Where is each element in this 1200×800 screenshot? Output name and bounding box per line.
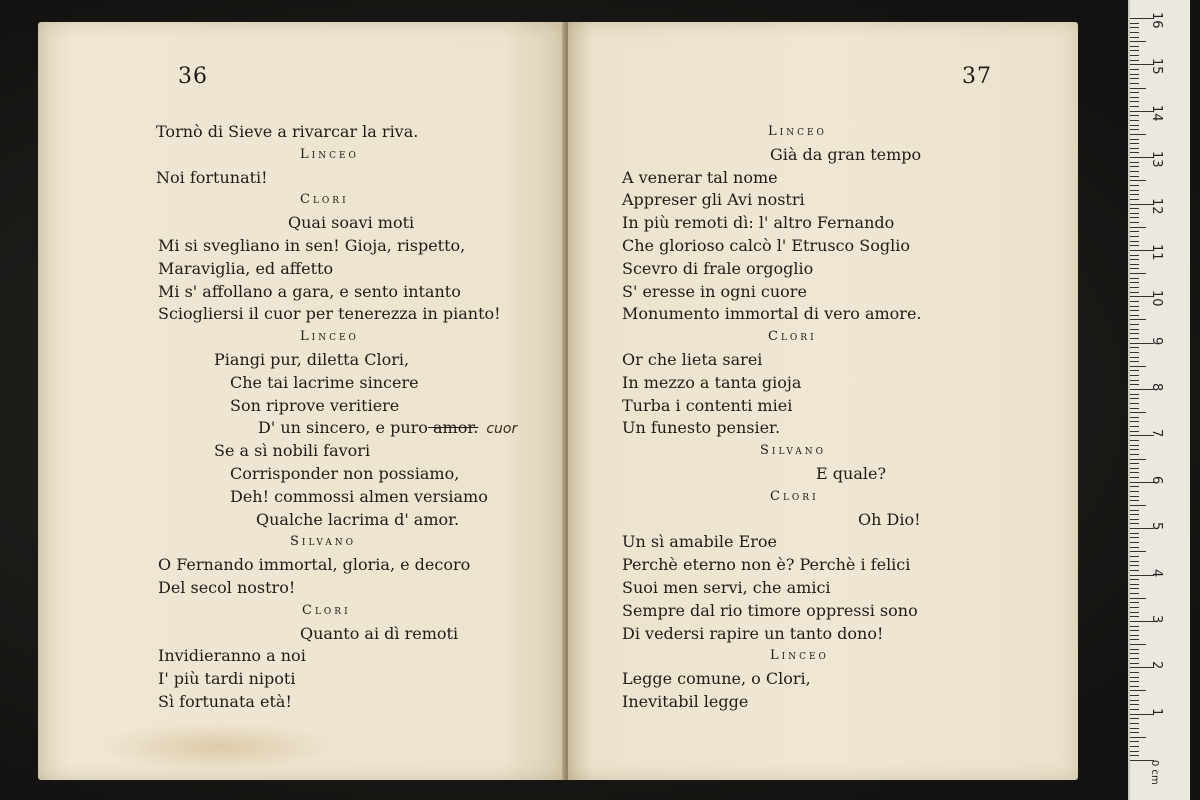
ruler-label: 11 xyxy=(1149,243,1164,261)
line-text: E quale? xyxy=(816,464,887,483)
line-text: Linceo xyxy=(300,146,359,162)
ruler-tick xyxy=(1130,468,1139,469)
ruler-tick xyxy=(1130,417,1139,418)
ruler-tick xyxy=(1130,55,1139,56)
ruler-tick xyxy=(1130,50,1139,51)
ruler-tick xyxy=(1130,273,1146,274)
ruler-tick xyxy=(1130,375,1139,376)
ruler-tick xyxy=(1130,704,1139,705)
ruler-tick xyxy=(1130,695,1139,696)
ruler-tick xyxy=(1130,537,1139,538)
line-text: Linceo xyxy=(770,648,829,664)
ruler-tick xyxy=(1130,472,1139,473)
verse-line xyxy=(622,236,910,256)
line-text: Quai soavi moti xyxy=(288,213,415,233)
verse-line xyxy=(214,350,409,370)
verse-line xyxy=(230,373,419,393)
ruler-tick xyxy=(1130,27,1139,28)
verse-line xyxy=(622,624,883,644)
ruler-tick xyxy=(1130,519,1139,520)
line-text: Maraviglia, ed affetto xyxy=(158,258,334,278)
ruler-tick xyxy=(1130,292,1139,293)
line-text: Silvano xyxy=(290,534,357,550)
ruler-label: 8 xyxy=(1149,383,1164,392)
verse-line xyxy=(622,213,894,233)
ruler-tick xyxy=(1130,162,1139,163)
line-text: Deh! commossi almen versiamo xyxy=(230,486,488,506)
ruler-tick xyxy=(1130,171,1139,172)
verse-line xyxy=(858,510,921,530)
ruler-label: 2 xyxy=(1149,661,1164,670)
ruler-tick xyxy=(1130,523,1139,524)
ruler-tick xyxy=(1130,319,1146,320)
speaker-name xyxy=(770,646,829,666)
ruler-tick xyxy=(1130,23,1139,24)
ruler-tick xyxy=(1130,152,1139,153)
handwritten-annotation: cuor xyxy=(486,421,518,438)
line-text: Un sì amabile Eroe xyxy=(622,532,777,552)
ruler-tick xyxy=(1130,166,1139,167)
ruler-tick xyxy=(1130,88,1146,89)
line-text: Quanto ai dì remoti xyxy=(300,623,459,643)
ruler-tick xyxy=(1130,398,1139,399)
ruler-tick xyxy=(1130,607,1139,608)
measurement-ruler xyxy=(1128,0,1190,800)
verse-line xyxy=(622,190,805,210)
line-text: Suoi men servi, che amici xyxy=(622,578,831,597)
ruler-tick xyxy=(1130,129,1139,130)
ruler-tick xyxy=(1130,324,1139,325)
ruler-tick xyxy=(1130,32,1139,33)
ruler-tick xyxy=(1130,533,1139,534)
line-text: Del secol nostro! xyxy=(158,578,296,597)
ruler-tick xyxy=(1130,366,1146,367)
ruler-tick xyxy=(1130,616,1139,617)
line-text: Che tai lacrime sincere xyxy=(230,372,419,392)
ruler-tick xyxy=(1130,639,1139,640)
ruler-tick xyxy=(1130,101,1139,102)
ruler-tick xyxy=(1130,106,1139,107)
verse-line xyxy=(622,578,831,598)
ruler-tick xyxy=(1130,199,1139,200)
ruler-tick xyxy=(1130,37,1139,38)
line-text: Invidieranno a noi xyxy=(158,646,306,666)
ruler-tick xyxy=(1130,217,1139,218)
ruler-tick xyxy=(1130,584,1139,585)
ruler-tick xyxy=(1130,459,1146,460)
ruler-tick xyxy=(1130,700,1139,701)
verse-line xyxy=(158,692,292,712)
line-text: Noi fortunati! xyxy=(156,167,268,187)
ruler-tick xyxy=(1130,394,1139,395)
ruler-label: 15 xyxy=(1149,58,1164,75)
ruler-tick xyxy=(1130,282,1139,283)
ruler-tick xyxy=(1130,190,1139,191)
line-text: Che glorioso calcò l' Etrusco Soglio xyxy=(622,236,910,255)
ruler-label: 6 xyxy=(1149,475,1164,485)
line-text: Se a sì nobili favori xyxy=(214,441,371,461)
ruler-tick xyxy=(1130,208,1139,209)
paper-stain xyxy=(98,722,338,772)
line-text: Oh Dio! xyxy=(858,509,921,529)
ruler-tick xyxy=(1130,241,1139,242)
ruler-tick xyxy=(1130,477,1139,478)
line-text: S' eresse in ogni cuore xyxy=(622,281,807,301)
ruler-tick xyxy=(1130,542,1139,543)
ruler-tick xyxy=(1130,547,1139,548)
ruler-tick xyxy=(1130,663,1139,664)
ruler-tick xyxy=(1130,278,1139,279)
speaker-name xyxy=(300,145,359,165)
ruler-tick xyxy=(1130,463,1139,464)
line-text: Appreser gli Avi nostri xyxy=(622,190,805,210)
ruler-tick xyxy=(1130,180,1146,181)
ruler-tick xyxy=(1130,139,1139,140)
speaker-name xyxy=(300,190,349,210)
ruler-tick xyxy=(1130,431,1139,432)
verse-line xyxy=(156,122,418,142)
verse-line xyxy=(622,692,748,712)
verse-line xyxy=(258,418,517,439)
ruler-tick xyxy=(1130,626,1139,627)
ruler-tick xyxy=(1130,83,1139,84)
line-text: Clori xyxy=(768,329,817,345)
ruler-tick xyxy=(1130,259,1139,260)
verse-line xyxy=(230,487,488,507)
verse-line xyxy=(256,510,459,530)
verse-line xyxy=(158,646,306,666)
ruler-tick xyxy=(1130,213,1139,214)
ruler-tick xyxy=(1130,690,1146,691)
ruler-label: 16 xyxy=(1149,12,1164,29)
verse-line xyxy=(622,555,910,575)
line-text: Linceo xyxy=(300,329,359,345)
ruler-tick xyxy=(1130,222,1139,223)
line-text: Clori xyxy=(770,488,819,504)
ruler-tick xyxy=(1130,630,1139,631)
ruler-tick xyxy=(1130,491,1139,492)
ruler-tick xyxy=(1130,565,1139,566)
left-page xyxy=(38,22,566,780)
ruler-tick xyxy=(1130,380,1139,381)
ruler-tick xyxy=(1130,426,1139,427)
line-text: Clori xyxy=(302,602,351,618)
ruler-tick xyxy=(1130,287,1139,288)
ruler-tick xyxy=(1130,231,1139,232)
ruler-tick xyxy=(1130,361,1139,362)
ruler-tick xyxy=(1130,732,1139,733)
verse-line xyxy=(158,259,333,279)
ruler-tick xyxy=(1130,69,1139,70)
verse-line xyxy=(230,464,459,484)
ruler-tick xyxy=(1130,510,1139,511)
line-text: Sciogliersi il cuor per tenerezza in pianto! xyxy=(158,304,501,324)
verse-line xyxy=(300,624,458,644)
ruler-tick xyxy=(1130,92,1139,93)
verse-line xyxy=(622,601,918,621)
verse-line xyxy=(156,168,268,188)
line-text: Un funesto pensier. xyxy=(622,418,781,438)
ruler-tick xyxy=(1130,681,1139,682)
ruler-tick xyxy=(1130,329,1139,330)
ruler-tick xyxy=(1130,264,1139,265)
right-page xyxy=(568,22,1078,780)
verse-line xyxy=(158,282,461,302)
ruler-tick xyxy=(1130,709,1139,710)
ruler-tick xyxy=(1130,658,1139,659)
line-text: D' un sincero, e puro xyxy=(258,418,428,438)
verse-line xyxy=(230,396,399,416)
ruler-tick xyxy=(1130,723,1139,724)
ruler-tick xyxy=(1130,653,1139,654)
ruler-tick xyxy=(1130,741,1139,742)
line-text: Monumento immortal di vero amore. xyxy=(622,304,922,324)
ruler-tick xyxy=(1130,751,1139,752)
ruler-tick xyxy=(1130,588,1139,589)
line-text: Clori xyxy=(300,192,349,208)
verse-line xyxy=(158,669,295,689)
line-text: In più remoti dì: l' altro Fernando xyxy=(622,213,895,233)
line-text: Piangi pur, diletta Clori, xyxy=(214,350,410,369)
line-text: Qualche lacrima d' amor. xyxy=(256,509,460,529)
ruler-label: 7 xyxy=(1149,429,1164,438)
ruler-tick xyxy=(1130,46,1139,47)
verse-line xyxy=(622,396,792,416)
ruler-tick xyxy=(1130,370,1139,371)
ruler-tick xyxy=(1130,644,1146,645)
line-text: Di vedersi rapire un tanto dono! xyxy=(622,623,884,643)
ruler-tick xyxy=(1130,505,1146,506)
verse-line xyxy=(158,304,501,324)
line-text: Sempre dal rio timore oppressi sono xyxy=(622,600,918,620)
line-text: Turba i contenti miei xyxy=(622,395,793,415)
speaker-name xyxy=(300,327,359,347)
line-text: Inevitabil legge xyxy=(622,692,749,711)
ruler-tick xyxy=(1130,384,1139,385)
ruler-tick xyxy=(1130,445,1139,446)
verse-line xyxy=(214,441,370,461)
ruler-tick xyxy=(1130,728,1139,729)
ruler-tick xyxy=(1130,268,1139,269)
ruler-tick xyxy=(1130,755,1139,756)
ruler-label: 4 xyxy=(1149,568,1164,577)
speaker-name xyxy=(302,601,351,621)
speaker-name xyxy=(768,122,827,142)
page-number-right: 37 xyxy=(962,64,992,89)
speaker-name xyxy=(290,532,356,552)
ruler-tick xyxy=(1130,612,1139,613)
ruler-label: 13 xyxy=(1149,151,1164,168)
line-text: In mezzo a tanta gioja xyxy=(622,372,802,392)
line-text: Mi si svegliano in sen! Gioja, rispetto, xyxy=(158,236,466,255)
ruler-tick xyxy=(1130,760,1154,761)
verse-line xyxy=(622,418,780,438)
ruler-tick xyxy=(1130,454,1139,455)
verse-line xyxy=(622,304,922,324)
ruler-tick xyxy=(1130,74,1139,75)
ruler-tick xyxy=(1130,97,1139,98)
ruler-tick xyxy=(1130,352,1139,353)
verse-line xyxy=(622,168,778,188)
line-text: Mi s' affollano a gara, e sento intanto xyxy=(158,281,461,301)
ruler-label: 5 xyxy=(1149,522,1164,531)
verse-line xyxy=(288,213,414,233)
ruler-tick xyxy=(1130,310,1139,311)
ruler-tick xyxy=(1130,440,1139,441)
ruler-tick xyxy=(1130,500,1139,501)
ruler-tick xyxy=(1130,227,1146,228)
speaker-name xyxy=(760,441,826,461)
ruler-tick xyxy=(1130,148,1139,149)
verse-line xyxy=(816,464,886,484)
open-book xyxy=(38,22,1078,780)
ruler-tick xyxy=(1130,347,1139,348)
ruler-tick xyxy=(1130,551,1146,552)
ruler-tick xyxy=(1130,125,1139,126)
ruler-tick xyxy=(1130,598,1146,599)
line-text: Perchè eterno non è? Perchè i felici xyxy=(622,555,911,575)
line-text: Scevro di frale orgoglio xyxy=(622,258,814,278)
ruler-tick xyxy=(1130,357,1139,358)
ruler-unit-label: 0 cm xyxy=(1149,760,1160,785)
ruler-tick xyxy=(1130,561,1139,562)
ruler-tick xyxy=(1130,176,1139,177)
ruler-tick xyxy=(1130,421,1139,422)
ruler-label: 12 xyxy=(1149,197,1164,215)
ruler-tick xyxy=(1130,408,1139,409)
speaker-name xyxy=(768,327,817,347)
verse-line xyxy=(158,578,295,598)
verse-line xyxy=(622,350,762,370)
ruler-tick xyxy=(1130,403,1139,404)
ruler-tick xyxy=(1130,338,1139,339)
verse-line xyxy=(622,373,801,393)
ruler-tick xyxy=(1130,593,1139,594)
line-text: Legge comune, o Clori, xyxy=(622,669,811,689)
ruler-tick xyxy=(1130,635,1139,636)
line-text: O Fernando immortal, gloria, e decoro xyxy=(158,555,471,575)
line-text: Son riprove veritiere xyxy=(230,395,400,415)
ruler-tick xyxy=(1130,255,1139,256)
ruler-tick xyxy=(1130,194,1139,195)
verse-line xyxy=(158,555,470,575)
ruler-tick xyxy=(1130,78,1139,79)
line-text: I' più tardi nipoti xyxy=(158,669,296,689)
ruler-tick xyxy=(1130,449,1139,450)
verse-line xyxy=(622,259,813,279)
line-text: Linceo xyxy=(768,124,827,139)
ruler-tick xyxy=(1130,143,1139,144)
ruler-label: 3 xyxy=(1149,614,1164,624)
ruler-label: 10 xyxy=(1149,290,1164,307)
verse-line xyxy=(622,282,807,302)
page-number-left: 36 xyxy=(178,64,208,89)
ruler-tick xyxy=(1130,556,1139,557)
ruler-tick xyxy=(1130,570,1139,571)
ruler-tick xyxy=(1130,306,1139,307)
line-text: Tornò di Sieve a rivarcar la riva. xyxy=(156,122,419,141)
ruler-tick xyxy=(1130,496,1139,497)
ruler-tick xyxy=(1130,649,1139,650)
ruler-tick xyxy=(1130,602,1139,603)
ruler-tick xyxy=(1130,686,1139,687)
ruler-tick xyxy=(1130,412,1146,413)
ruler-tick xyxy=(1130,41,1146,42)
ruler-tick xyxy=(1130,115,1139,116)
ruler-tick xyxy=(1130,134,1146,135)
ruler-tick xyxy=(1130,579,1139,580)
line-text: A venerar tal nome xyxy=(622,167,778,187)
line-text: Corrisponder non possiamo, xyxy=(230,464,460,483)
ruler-tick xyxy=(1130,672,1139,673)
ruler-tick xyxy=(1130,185,1139,186)
line-text: Or che lieta sarei xyxy=(622,350,763,369)
ruler-tick xyxy=(1130,315,1139,316)
ruler-tick xyxy=(1130,677,1139,678)
speaker-name xyxy=(770,487,819,507)
ruler-tick xyxy=(1130,60,1139,61)
ruler-tick xyxy=(1130,301,1139,302)
ruler-label: 14 xyxy=(1149,104,1164,122)
ruler-tick xyxy=(1130,514,1139,515)
ruler-tick xyxy=(1130,486,1139,487)
ruler-label: 1 xyxy=(1149,707,1164,716)
ruler-tick xyxy=(1130,746,1139,747)
line-text: Già da gran tempo xyxy=(770,144,922,164)
verse-line xyxy=(622,532,777,552)
line-text: Silvano xyxy=(760,443,827,459)
verse-line xyxy=(770,145,921,165)
ruler-tick xyxy=(1130,245,1139,246)
verse-line xyxy=(158,236,465,256)
ruler-tick xyxy=(1130,737,1146,738)
ruler-tick xyxy=(1130,120,1139,121)
ruler-label: 9 xyxy=(1149,336,1164,345)
line-text: Sì fortunata età! xyxy=(158,692,292,711)
ruler-tick xyxy=(1130,718,1139,719)
ruler-tick xyxy=(1130,236,1139,237)
struck-word: amor. xyxy=(427,418,479,438)
ruler-tick xyxy=(1130,333,1139,334)
verse-line xyxy=(622,669,811,689)
